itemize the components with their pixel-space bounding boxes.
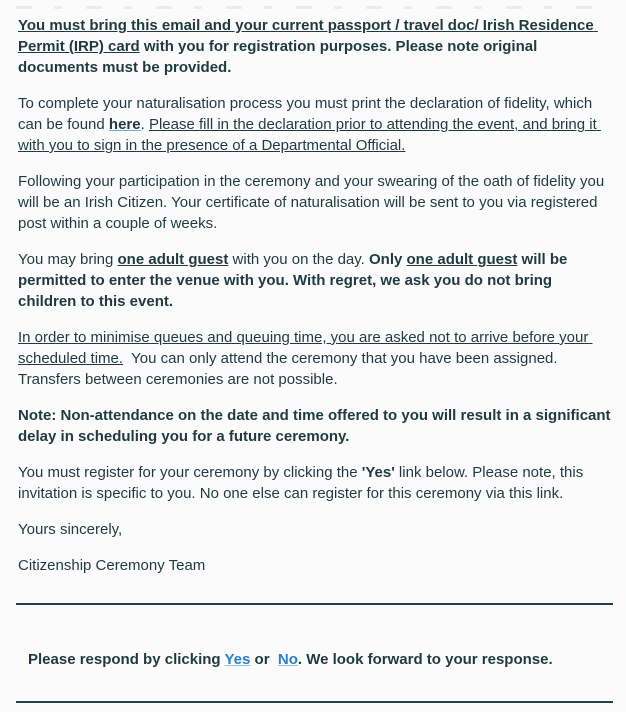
para-register-instruction: [18, 462, 612, 504]
text-run: with you on the day.: [228, 251, 369, 268]
text-run: or: [250, 651, 278, 668]
text-run: link below. Please note, this invitation is specific to you. No one else can register for this ceremony via this link.: [18, 464, 588, 502]
text-run: will be permitted to enter the venue with you. With regret, we ask you do not bring children to this event.: [18, 251, 572, 310]
para-queues: [18, 327, 612, 390]
text-run: Please respond by clicking: [28, 651, 225, 668]
text-run: with you for registration purposes. Please note original documents must be provided.: [18, 38, 542, 76]
response-line: [18, 649, 602, 670]
para-signoff: [18, 519, 612, 540]
para-non-attendance-note: [18, 405, 615, 447]
text-run: Please fill in the declaration prior to attending the event, and bring it with you to sign in the presence of a Departmental Official.: [18, 116, 601, 154]
email-body: [18, 15, 615, 576]
text-run: Citizenship Ceremony Team: [18, 557, 206, 574]
divider-top: [16, 603, 613, 605]
text-run: 'Yes': [361, 464, 395, 481]
no-link[interactable]: No: [277, 651, 298, 668]
here-link[interactable]: here: [108, 116, 141, 133]
para-declaration-of-fidelity: [18, 93, 612, 156]
text-run: Yours sincerely,: [18, 521, 123, 538]
text-run: .: [140, 116, 149, 133]
para-guest-policy: [18, 249, 612, 312]
text-run: In order to minimise queues and queuing time, you are asked not to arrive before your scheduled time.: [18, 329, 593, 367]
text-run: one adult guest: [117, 251, 229, 268]
text-run: Following your participation in the ceremony and your swearing of the oath of fidelity you will be an Irish Citizen. Your certificate of naturalisation will be sent to you via registered post within a couple of weeks.: [18, 173, 609, 232]
text-run: one adult guest: [406, 251, 518, 268]
text-run: You can only attend the ceremony that you have been assigned. Transfers between ceremonies are not possible.: [18, 350, 562, 388]
para-ceremony-outcome: [18, 171, 612, 234]
text-run: Note: Non-attendance on the date and time offered to you will result in a significant delay in scheduling you for a future ceremony.: [18, 407, 615, 445]
yes-link[interactable]: Yes: [224, 651, 251, 668]
divider-bottom: [16, 701, 613, 703]
text-run: Only: [369, 251, 407, 268]
para-team-name: [18, 555, 612, 576]
text-run: You may bring: [18, 251, 118, 268]
text-run: To complete your naturalisation process you must print the declaration of fidelity, which can be found: [18, 95, 597, 133]
text-run: You must register for your ceremony by clicking the: [18, 464, 362, 481]
clipped-previous-line-remnant: [16, 6, 613, 9]
text-run: . We look forward to your response.: [297, 651, 553, 668]
text-run: You must bring this email and your current passport / travel doc/ Irish Residence Permit (IRP) card: [18, 17, 598, 55]
para-bring-documents: [18, 15, 612, 78]
